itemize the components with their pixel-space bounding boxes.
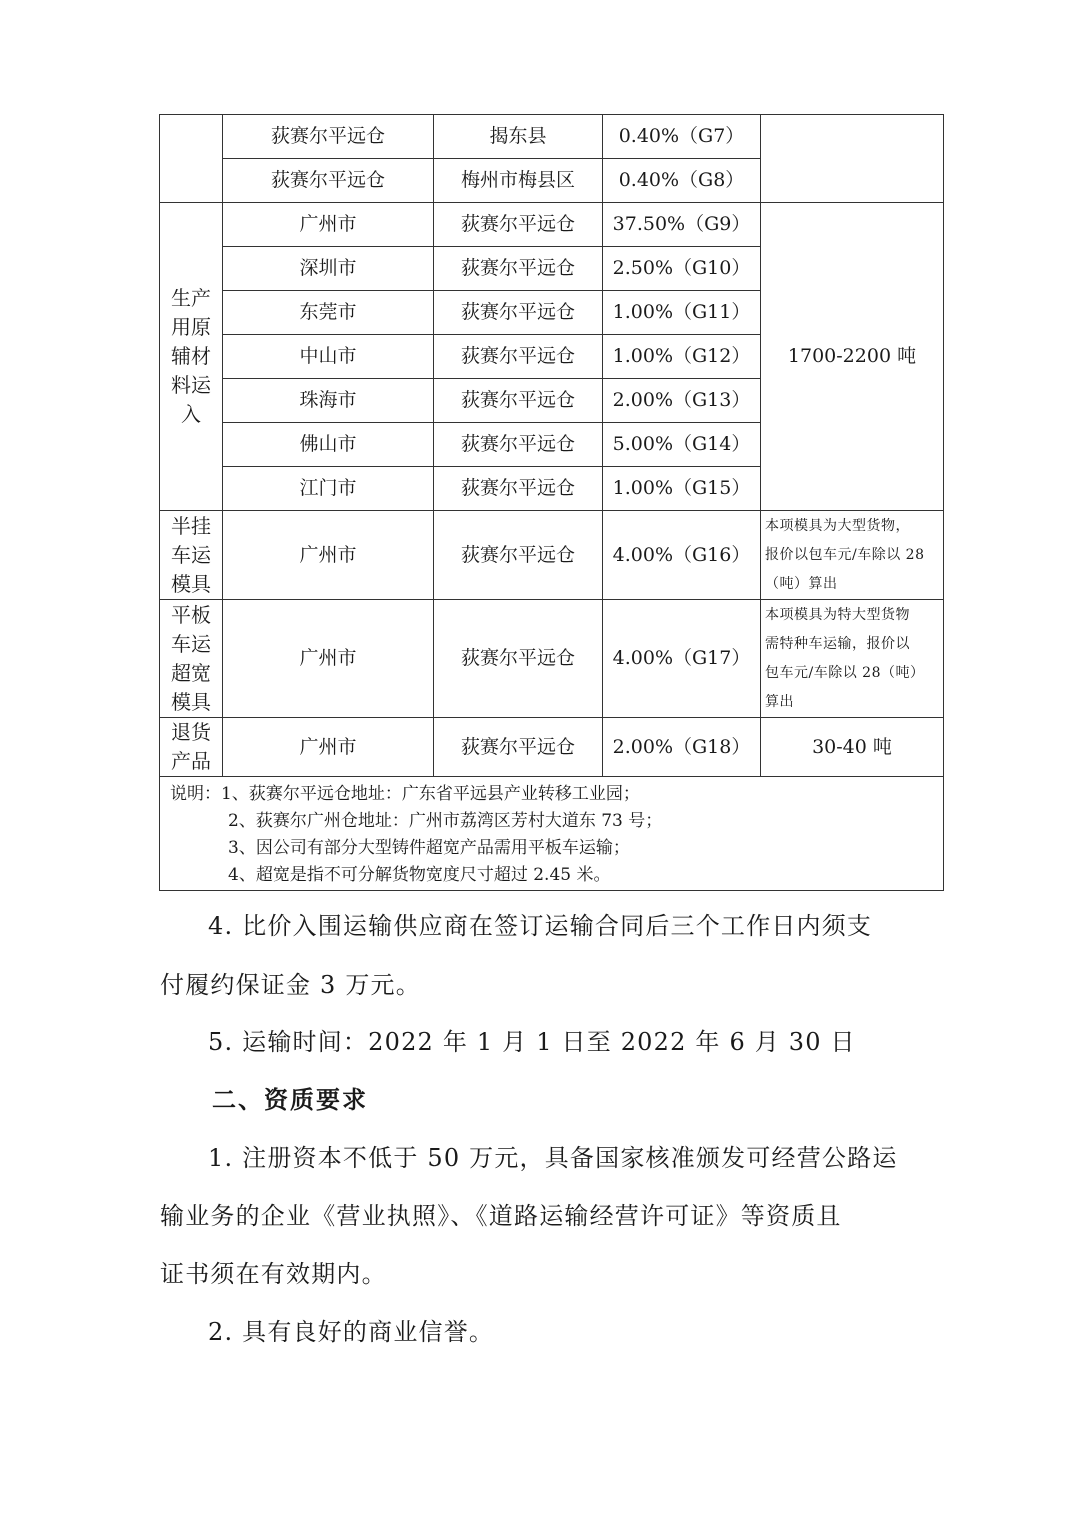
destination-cell: 荻赛尔平远仓 (434, 335, 603, 379)
share-cell: 1.00%（G11） (603, 291, 761, 335)
explanation-line: 2、荻赛尔广州仓地址：广州市荔湾区芳村大道东 73 号； (228, 810, 663, 831)
explanation-line: 说明：1、荻赛尔平远仓地址：广东省平远县产业转移工业园； (170, 783, 640, 804)
qualification-1-line-2: 输业务的企业《营业执照》、《道路运输经营许可证》等资质且 (160, 1202, 842, 1230)
category-semi-trailer: 半挂 车运 模具 (160, 511, 223, 600)
origin-cell: 江门市 (223, 467, 434, 511)
note-semi-trailer: 本项模具为大型货物， 报价以包车元/车除以 28 （吨）算出 (761, 511, 944, 600)
origin-cell: 广州市 (223, 718, 434, 777)
qualification-2: 2. 具有良好的商业信誉。 (208, 1318, 495, 1346)
destination-cell: 荻赛尔平远仓 (434, 600, 603, 718)
destination-cell: 荻赛尔平远仓 (434, 718, 603, 777)
destination-cell: 荻赛尔平远仓 (434, 467, 603, 511)
origin-cell: 广州市 (223, 511, 434, 600)
destination-cell: 荻赛尔平远仓 (434, 511, 603, 600)
destination-cell: 荻赛尔平远仓 (434, 423, 603, 467)
note-flatbed: 本项模具为特大型货物 需特种车运输，报价以 包车元/车除以 28（吨） 算出 (761, 600, 944, 718)
category-flatbed: 平板 车运 超宽 模具 (160, 600, 223, 718)
origin-cell: 广州市 (223, 600, 434, 718)
share-cell: 1.00%（G15） (603, 467, 761, 511)
share-cell: 2.50%（G10） (603, 247, 761, 291)
origin-cell: 深圳市 (223, 247, 434, 291)
origin-cell: 东莞市 (223, 291, 434, 335)
paragraph-4-line-2: 付履约保证金 3 万元。 (160, 971, 421, 999)
origin-cell: 佛山市 (223, 423, 434, 467)
qualification-1-line-1: 1. 注册资本不低于 50 万元，具备国家核准颁发可经营公路运 (208, 1144, 898, 1172)
origin-cell: 荻赛尔平远仓 (223, 115, 434, 159)
share-cell: 37.50%（G9） (603, 203, 761, 247)
share-cell: 0.40%（G8） (603, 159, 761, 203)
origin-cell: 珠海市 (223, 379, 434, 423)
paragraph-4-line-1: 4. 比价入围运输供应商在签订运输合同后三个工作日内须支 (208, 912, 873, 940)
category-returns: 退货 产品 (160, 718, 223, 777)
volume-cell-empty (761, 115, 944, 203)
origin-cell: 广州市 (223, 203, 434, 247)
share-cell: 4.00%（G16） (603, 511, 761, 600)
origin-cell: 中山市 (223, 335, 434, 379)
category-raw-materials: 生产 用原 辅材 料运 入 (160, 203, 223, 511)
paragraph-5: 5. 运输时间：2022 年 1 月 1 日至 2022 年 6 月 30 日 (208, 1028, 856, 1056)
destination-cell: 荻赛尔平远仓 (434, 203, 603, 247)
transport-table (159, 114, 944, 891)
share-cell: 2.00%（G18） (603, 718, 761, 777)
destination-cell: 揭东县 (434, 115, 603, 159)
share-cell: 4.00%（G17） (603, 600, 761, 718)
volume-raw-materials: 1700-2200 吨 (761, 203, 944, 511)
section-heading: 二、资质要求 (212, 1085, 368, 1114)
share-cell: 0.40%（G7） (603, 115, 761, 159)
destination-cell: 荻赛尔平远仓 (434, 379, 603, 423)
share-cell: 5.00%（G14） (603, 423, 761, 467)
volume-returns: 30-40 吨 (761, 718, 944, 777)
table-explanation (160, 777, 944, 891)
category-cell-empty (160, 115, 223, 203)
share-cell: 1.00%（G12） (603, 335, 761, 379)
share-cell: 2.00%（G13） (603, 379, 761, 423)
qualification-1-line-3: 证书须在有效期内。 (160, 1260, 387, 1288)
destination-cell: 荻赛尔平远仓 (434, 247, 603, 291)
destination-cell: 荻赛尔平远仓 (434, 291, 603, 335)
origin-cell: 荻赛尔平远仓 (223, 159, 434, 203)
destination-cell: 梅州市梅县区 (434, 159, 603, 203)
explanation-line: 4、超宽是指不可分解货物宽度尺寸超过 2.45 米。 (228, 864, 611, 885)
explanation-line: 3、因公司有部分大型铸件超宽产品需用平板车运输； (228, 837, 630, 858)
